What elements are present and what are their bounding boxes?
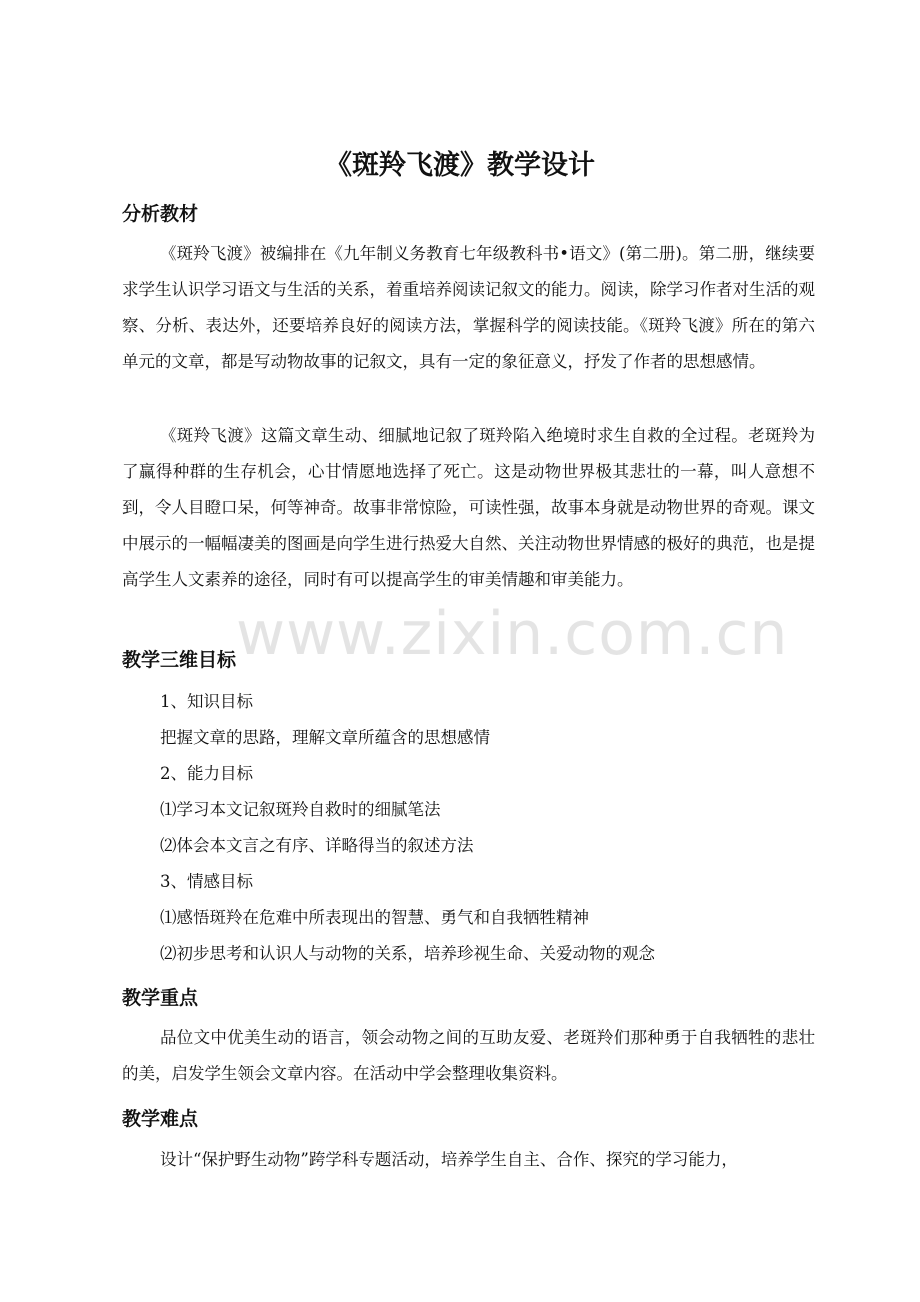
analysis-paragraph-1: 《斑羚飞渡》被编排在《九年制义务教育七年级教科书•语文》(第二册)。第二册，继续要求学生认识学习语文与生活的关系，着重培养阅读记叙文的能力。阅读，除学习作者对生活的观察、分析、表达外，还要培养良好的阅读方法，掌握科学的阅读技能。《斑羚飞渡》所在的第六单元的文章，都是写动物故事的记叙文，具有一定的象征意义，抒发了作者的思想感情。 [122, 244, 815, 371]
objective-line-emotion-2: ⑵初步思考和认识人与动物的关系，培养珍视生命、关爱动物的观念 [160, 944, 655, 963]
key-points-paragraph: 品位文中优美生动的语言，领会动物之间的互助友爱、老斑羚们那种勇于自我牺牲的悲壮的美，启发学生领会文章内容。在活动中学会整理收集资料。 [122, 1028, 815, 1083]
objective-line-ability-1: ⑴学习本文记叙斑羚自救时的细腻笔法 [160, 800, 441, 819]
analysis-paragraph-2: 《斑羚飞渡》这篇文章生动、细腻地记叙了斑羚陷入绝境时求生自救的全过程。老斑羚为了赢得种群的生存机会，心甘情愿地选择了死亡。这是动物世界极其悲壮的一幕，叫人意想不到，令人目瞪口呆，何等神奇。故事非常惊险，可读性强，故事本身就是动物世界的奇观。课文中展示的一幅幅凄美的图画是向学生进行热爱大自然、关注动物世界情感的极好的典范，也是提高学生人文素养的途径，同时有可以提高学生的审美情趣和审美能力。 [122, 426, 815, 589]
watermark: www.zixin.com.cn [236, 599, 789, 669]
objective-line-ability-title: 2、能力目标 [160, 764, 253, 783]
objective-line-emotion-title: 3、情感目标 [160, 872, 253, 891]
document-title: 《斑羚飞渡》教学设计 [325, 150, 595, 181]
objective-line-ability-2: ⑵体会本文言之有序、详略得当的叙述方法 [160, 836, 474, 855]
section-heading-analysis: 分析教材 [122, 203, 199, 225]
objective-line-knowledge-title: 1、知识目标 [160, 692, 253, 711]
section-heading-difficulties: 教学难点 [122, 1108, 199, 1130]
objective-line-knowledge: 把握文章的思路，理解文章所蕴含的思想感情 [160, 728, 490, 747]
difficulties-paragraph: 设计“保护野生动物”跨学科专题活动，培养学生自主、合作、探究的学习能力， [160, 1150, 738, 1169]
section-heading-objectives: 教学三维目标 [122, 649, 237, 671]
objective-line-emotion-1: ⑴感悟斑羚在危难中所表现出的智慧、勇气和自我牺牲精神 [160, 908, 589, 927]
section-heading-key-points: 教学重点 [122, 987, 199, 1009]
